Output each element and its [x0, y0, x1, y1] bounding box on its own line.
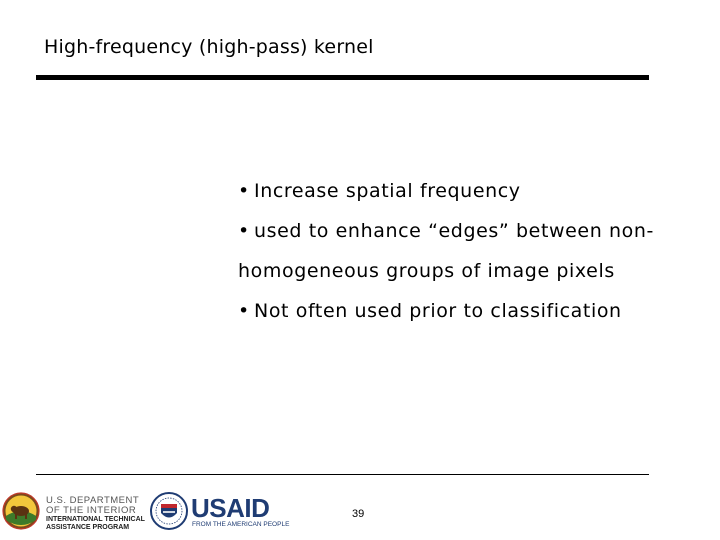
- bullet-text: Not often used prior to classification: [254, 300, 622, 322]
- bullet-item: [238, 216, 678, 256]
- footer-divider: [36, 474, 649, 475]
- page-number: 39: [352, 508, 365, 520]
- bullet-marker: •: [238, 180, 250, 202]
- doi-bison-seal-icon: [2, 492, 40, 530]
- usaid-handshake-seal-icon: [150, 491, 188, 531]
- bullet-text: homogeneous groups of image pixels: [238, 260, 615, 282]
- bullet-item: [238, 176, 678, 216]
- usaid-wordmark: USAID: [191, 493, 270, 523]
- bullet-marker: •: [238, 220, 250, 242]
- slide-title: High-frequency (high-pass) kernel: [44, 36, 374, 58]
- title-underline: [36, 75, 649, 80]
- bullet-item: [238, 296, 678, 336]
- bullet-continuation: [238, 256, 678, 296]
- doi-line-2: OF THE INTERIOR: [46, 505, 137, 516]
- bullet-text: Increase spatial frequency: [254, 180, 521, 202]
- doi-line-1: U.S. DEPARTMENT: [46, 495, 140, 506]
- doi-line-3: INTERNATIONAL TECHNICAL: [46, 516, 145, 523]
- bullet-marker: •: [238, 300, 250, 322]
- doi-wordmark: [46, 496, 145, 532]
- doi-line-4: ASSISTANCE PROGRAM: [46, 524, 130, 531]
- bullet-text: used to enhance “edges” between non-: [254, 220, 654, 242]
- bullet-list: [238, 176, 678, 336]
- usaid-tagline: FROM THE AMERICAN PEOPLE: [192, 521, 290, 528]
